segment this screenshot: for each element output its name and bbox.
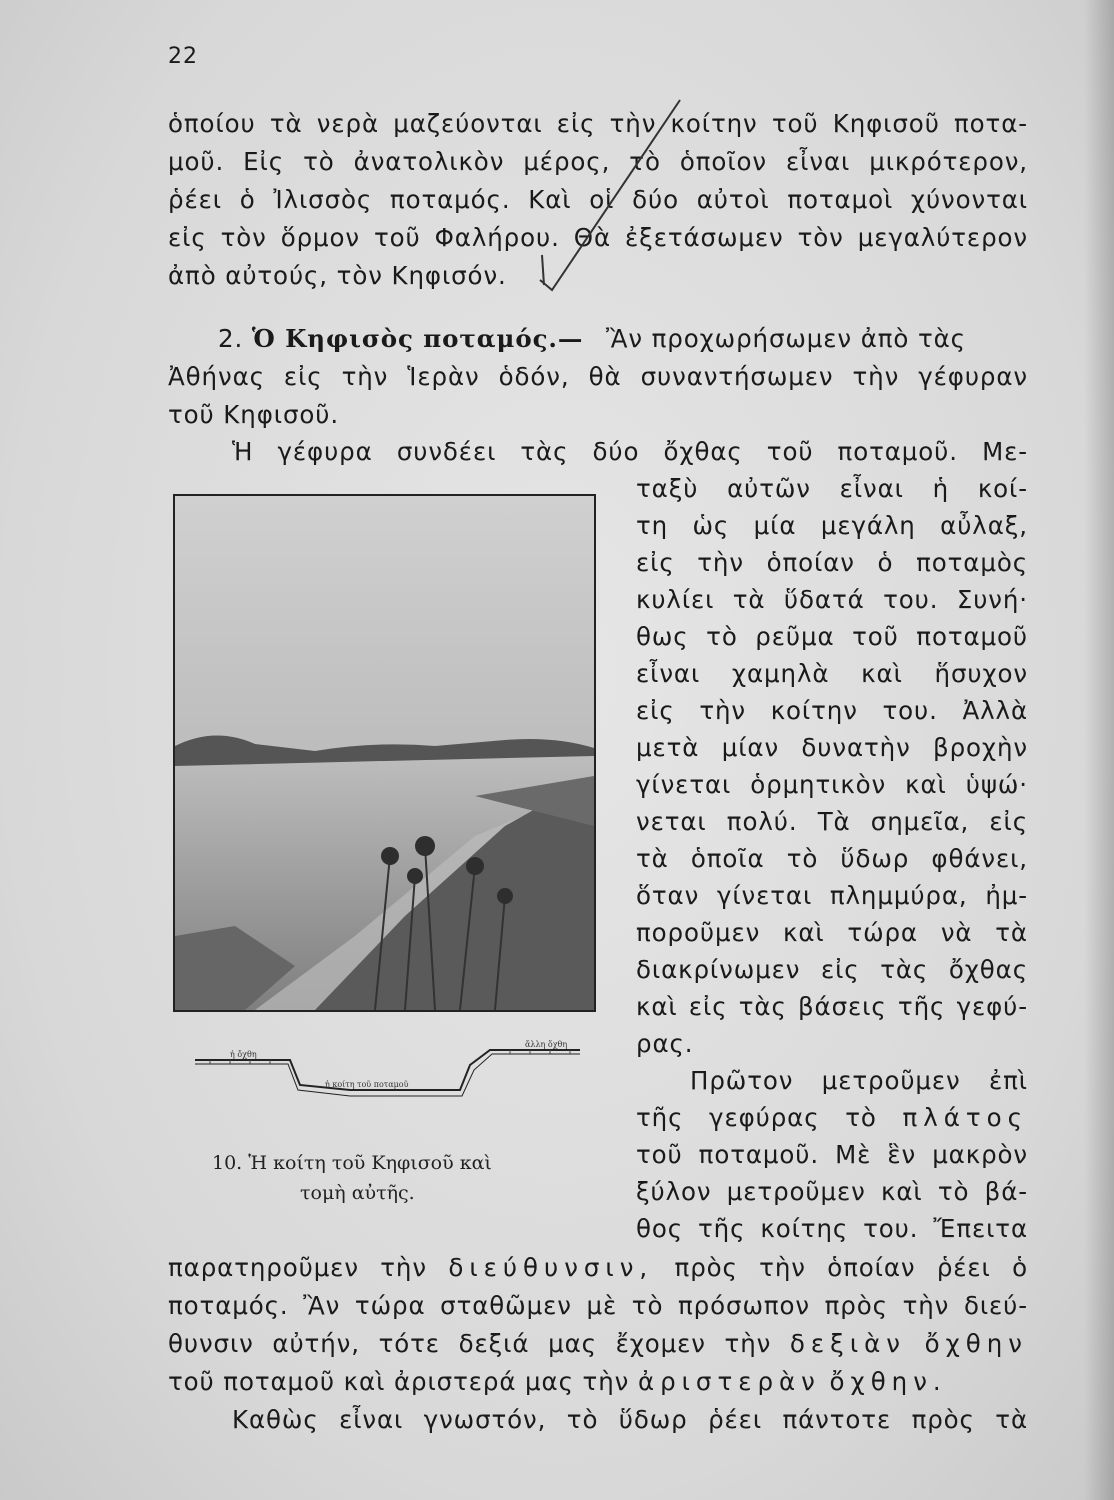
section-label-bed: ἡ κοίτη τοῦ ποταμοῦ <box>325 1080 409 1089</box>
text-line <box>168 1329 1028 1358</box>
text-span-spaced: δεξιὰν <box>789 1329 906 1358</box>
text-line: εἰς τὸν ὅρμον τοῦ Φαλήρου. Θὰ ἐξετάσωμεν τὸν μεγαλύτερον <box>168 223 1028 252</box>
text-line: εἰς τὴν ὁποίαν ὁ ποταμὸς <box>636 548 1028 577</box>
text-line <box>636 1103 1028 1132</box>
text-line: τοῦ Κηφισοῦ. <box>168 400 340 429</box>
text-span-spaced: ὄχθην. <box>829 1367 947 1396</box>
page-spine-shadow <box>1084 0 1114 1500</box>
text-line: Καθὼς εἶναι γνωστόν, τὸ ὕδωρ ῥέει πάντοτε πρὸς τὰ <box>232 1405 1028 1434</box>
section-label-right: ἄλλη ὄχθη <box>525 1040 568 1049</box>
text-line: κυλίει τὰ ὕδατά του. Συνή· <box>636 585 1028 614</box>
pencil-check-mark <box>530 80 690 300</box>
text-line: νεται πολύ. Τὰ σημεῖα, εἰς <box>636 807 1028 836</box>
text-span-spaced: ὄχθην <box>924 1329 1028 1358</box>
figure-caption-line1: 10. Ἡ κοίτη τοῦ Κηφισοῦ καὶ <box>212 1152 492 1174</box>
text-line: εἰς τὴν κοίτην του. Ἀλλὰ <box>636 696 1028 725</box>
text-span: τοῦ ποταμοῦ καὶ ἀριστερά μας τὴν <box>168 1367 630 1396</box>
text-span: παρατηροῦμεν τὴν <box>168 1253 427 1282</box>
text-line: ποροῦμεν καὶ τώρα νὰ τὰ <box>636 918 1028 947</box>
text-line: ὁποίου τὰ νερὰ μαζεύονται εἰς τὴν κοίτην τοῦ Κηφισοῦ ποτα- <box>168 109 1028 138</box>
section-heading <box>218 324 966 353</box>
text-line: καὶ εἰς τὰς βάσεις τῆς γεφύ- <box>636 992 1028 1021</box>
text-line: τὰ ὁποῖα τὸ ὕδωρ φθάνει, <box>636 844 1028 873</box>
text-line: τη ὡς μία μεγάλη αὖλαξ, <box>636 511 1028 540</box>
text-line: ποταμός. Ἂν τώρα σταθῶμεν μὲ τὸ πρόσωπον πρὸς τὴν διεύ- <box>168 1291 1028 1320</box>
text-line: γίνεται ὁρμητικὸν καὶ ὑψώ· <box>636 770 1028 799</box>
text-line: θως τὸ ρεῦμα τοῦ ποταμοῦ <box>636 622 1028 651</box>
text-span: πρὸς τὴν ὁποίαν ῥέει ὁ <box>674 1253 1029 1282</box>
section-title: Ὁ Κηφισὸς ποταμός.— <box>251 324 584 353</box>
section-label-left: ἡ ὄχθη <box>230 1050 257 1059</box>
section-number: 2. <box>218 324 244 353</box>
text-line: μοῦ. Εἰς τὸ ἀνατολικὸν μέρος, τὸ ὁποῖον εἶναι μικρότερον, <box>168 147 1028 176</box>
text-line: Πρῶτον μετροῦμεν ἐπὶ <box>690 1066 1028 1095</box>
text-span: θυνσιν αὐτήν, τότε δεξιά μας ἔχομεν τὴν <box>168 1329 772 1358</box>
text-line: ταξὺ αὐτῶν εἶναι ἡ κοί- <box>636 474 1028 503</box>
text-line: ῥέει ὁ Ἰλισσὸς ποταμός. Καὶ οἱ δύο αὐτοὶ ποταμοὶ χύνονται <box>168 185 1028 214</box>
text-line: θος τῆς κοίτης του. Ἔπειτα <box>636 1214 1028 1243</box>
text-line: ὅταν γίνεται πλημμύρα, ἠμ- <box>636 881 1028 910</box>
page-number: 22 <box>168 44 198 69</box>
riverbed-cross-section <box>190 1040 590 1120</box>
text-span: τῆς γεφύρας τὸ <box>636 1103 877 1132</box>
text-line <box>168 1367 947 1396</box>
text-line: ἀπὸ αὐτούς, τὸν Κηφισόν. <box>168 261 507 290</box>
text-line: Ἡ γέφυρα συνδέει τὰς δύο ὄχθας τοῦ ποταμοῦ. Με- <box>232 437 1028 466</box>
text-span-spaced: πλάτος <box>902 1103 1028 1132</box>
section-first-line: Ἂν προχωρήσωμεν ἀπὸ τὰς <box>605 324 966 353</box>
text-line: μετὰ μίαν δυνατὴν βροχὴν <box>636 733 1028 762</box>
text-span-spaced: ἀριστερὰν <box>637 1367 821 1396</box>
text-span-spaced: διεύθυνσιν, <box>448 1253 654 1282</box>
text-line: εἶναι χαμηλὰ καὶ ἥσυχον <box>636 659 1028 688</box>
text-line: ξύλον μετροῦμεν καὶ τὸ βά- <box>636 1177 1028 1206</box>
text-line: διακρίνωμεν εἰς τὰς ὄχθας <box>636 955 1028 984</box>
figure-caption-line2: τομὴ αὐτῆς. <box>300 1182 415 1204</box>
text-line <box>168 1253 1029 1282</box>
text-line: τοῦ ποταμοῦ. Μὲ ἓν μακρὸν <box>636 1140 1028 1169</box>
river-photo <box>173 494 596 1012</box>
text-line: ρας. <box>636 1029 694 1058</box>
text-line: Ἀθήνας εἰς τὴν Ἱερὰν ὁδόν, θὰ συναντήσωμεν τὴν γέφυραν <box>168 362 1028 391</box>
